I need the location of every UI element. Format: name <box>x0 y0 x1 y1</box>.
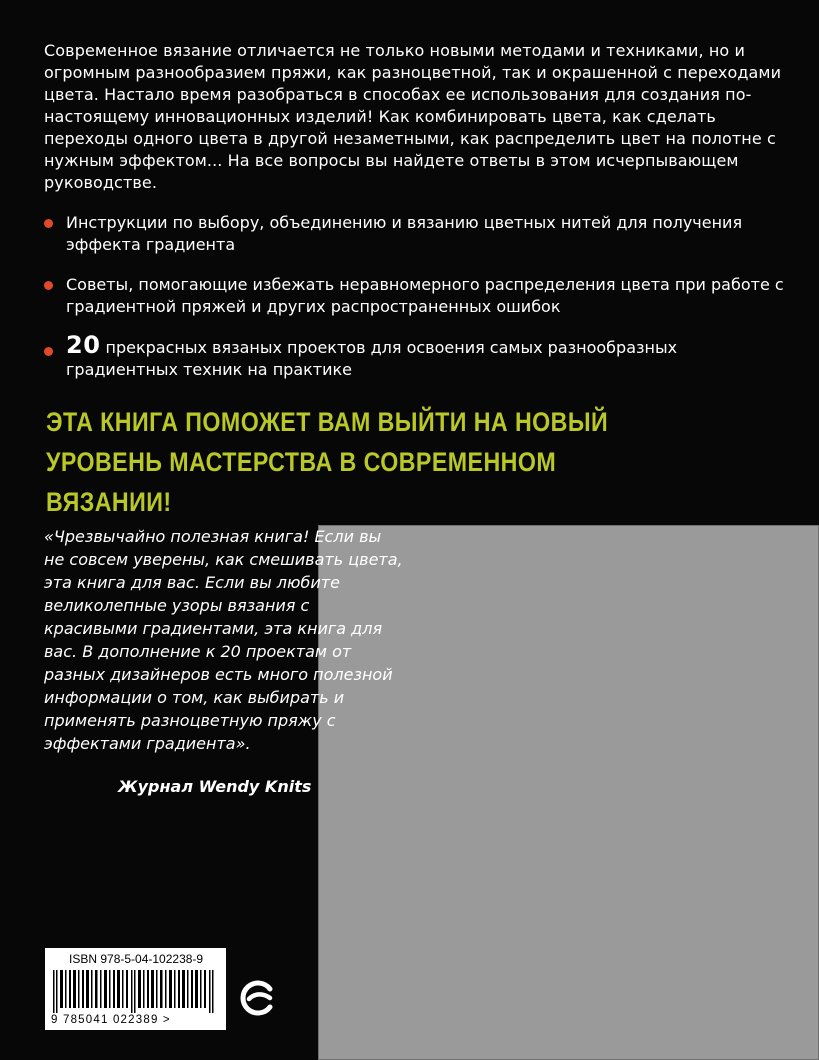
review-source: Журнал Wendy Knits <box>118 777 312 796</box>
feature-item <box>44 212 794 256</box>
feature-item <box>44 331 794 381</box>
feature-item-text: Инструкции по выбору, объединению и вязанию цветных нитей для получения эффекта градиента <box>66 213 743 254</box>
feature-item-text: Советы, помогающие избежать неравномерного распределения цвета при работе с градиентной пряжей и других распространенных ошибок <box>66 275 784 316</box>
feature-item-text: прекрасных вязаных проектов для освоения самых разнообразных градиентных техник на практике <box>66 338 678 379</box>
isbn-label: ISBN 978-5-04-102238-9 <box>69 952 204 966</box>
review-quote: «Чрезвычайно полезная книга! Если вы не совсем уверены, как смешивать цвета, эта книга для вас. Если вы любите великолепные узоры вязания с красивыми градиентами, эта книга для вас. В дополнение к 20 проектам от разных дизайнеров есть много полезной информации о том, как выбирать и применять разноцветную пряжу с эффектами градиента». <box>44 527 403 753</box>
publisher-logo-icon <box>237 978 277 1018</box>
isbn-barcode <box>45 948 226 1030</box>
headline: ЭТА КНИГА ПОМОЖЕТ ВАМ ВЫЙТИ НА НОВЫЙ УРОВЕНЬ МАСТЕРСТВА В СОВРЕМЕННОМ ВЯЗАНИИ! <box>46 407 609 517</box>
bullet-dot-icon <box>44 347 53 356</box>
intro-paragraph: Современное вязание отличается не только новыми методами и техниками, но и огромным разнообразием пряжи, как разноцветной, так и окрашенной с переходами цвета. Настало время разобраться в способах ее использования для создания по-настоящему инновационных изделий! Как комбинировать цвета, как сделать переходы одного цвета в другой незаметными, как распределить цвет на полотне с нужным эффектом... На все вопросы вы найдете ответы в этом исчерпывающем руководстве. <box>44 41 782 192</box>
feature-list <box>44 212 794 381</box>
bullet-dot-icon <box>44 281 53 290</box>
feature-item <box>44 274 794 318</box>
barcode-digits: 9 785041 022389 > <box>51 1014 171 1026</box>
projects-count: 20 <box>66 331 101 359</box>
bullet-dot-icon <box>44 219 53 228</box>
barcode-bars-icon <box>53 970 218 1013</box>
